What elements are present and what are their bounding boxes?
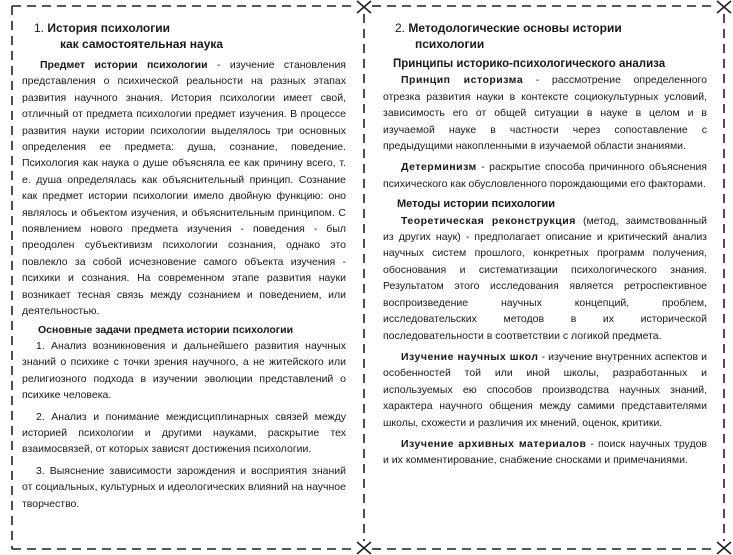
methods-heading: Методы истории психологии: [397, 198, 556, 211]
tasks-heading: Основные задачи предмета истории психологии: [38, 323, 294, 336]
card-title: 2. Методологические основы истории психологии: [395, 21, 622, 51]
card-history-of-psychology: [22, 12, 346, 542]
principles-heading: Принципы историко-психологического анализа: [393, 58, 666, 70]
task-item: 2. Анализ и понимание междисциплинарных связей между историей психологии и другими науками, раскрытие тех взаимосвязей, от которых зависят достижения психологии.: [22, 410, 346, 456]
archives-paragraph: Изучение архивных материалов - поиск научных трудов и их комментирование, снабжение сносками и примечаниями.: [383, 437, 707, 467]
schools-paragraph: Изучение научных школ - изучение внутренних аспектов и особенностей той или иной школы, разработанных и используемых ею способов производства научных знаний, характера научного общения между самими представителями школы, схожести и различия их мнений, оценок, критики.: [383, 350, 707, 429]
historicism-paragraph: Принцип историзма - рассмотрение определенного отрезка развития науки в контексте социокультурных условий, зависимость его от общей ситуации в науке в целом и в изучаемой науке в частности через сопоставление с предыдущими накопленными в изучаемой области знаниями.: [383, 74, 707, 153]
task-item: 1. Анализ возникновения и дальнейшего развития научных знаний о психике с точки зрения научного, а не житейского или религиозного подхода в изучении эволюции представлений о психике человека.: [22, 339, 346, 402]
card-title: 1. История психологии как самостоятельная наука: [34, 21, 224, 51]
determinism-paragraph: Детерминизм - раскрытие способа причинного объяснения психического как обусловленного порождающими его факторами.: [383, 161, 707, 190]
task-item: 3. Выяснение зависимости зарождения и восприятия знаний от социальных, культурных и идеологических влияний на научное творчество.: [22, 464, 346, 510]
card-methodology: [383, 12, 707, 542]
theoretical-paragraph: Теоретическая реконструкция (метод, заимствованный из других наук) - предполагает описание и критический анализ научных систем прошлого, конкретных программ получения, обоснования и систематизации психологического знания. Результатом этого исследования является ретроспективное воспроизведение научных концепций, проблем, исследовательских методов в их исторической последовательности в соответствии с логикой предмета.: [383, 214, 707, 342]
subject-paragraph: Предмет истории психологии - изучение становления представления о психической реальности на разных этапах развития научного знания. История психологии имеет свой, отличный от предмета психологии предмет изучения. В процессе развития науки истории психологии выделялось три основных определения ее предмета: душа, сознание, поведение. Психология как наука о душе объясняла ее как причину всего, т. е. душа определялась как объяснительный принцип. Сознание как предмет истории психологии имело двойную функцию: оно являлось и объектом изучения, и объяснительным принципом. С появлением нового предмета изучения - поведения - был преодолен субъективизм психологии сознания, однако это повлекло за собой исчезновение самого объекта изучения - психики и сознания. На современном этапе развития науки возникает тесная связь между сознанием и поведением, или деятельностью.: [22, 59, 346, 318]
